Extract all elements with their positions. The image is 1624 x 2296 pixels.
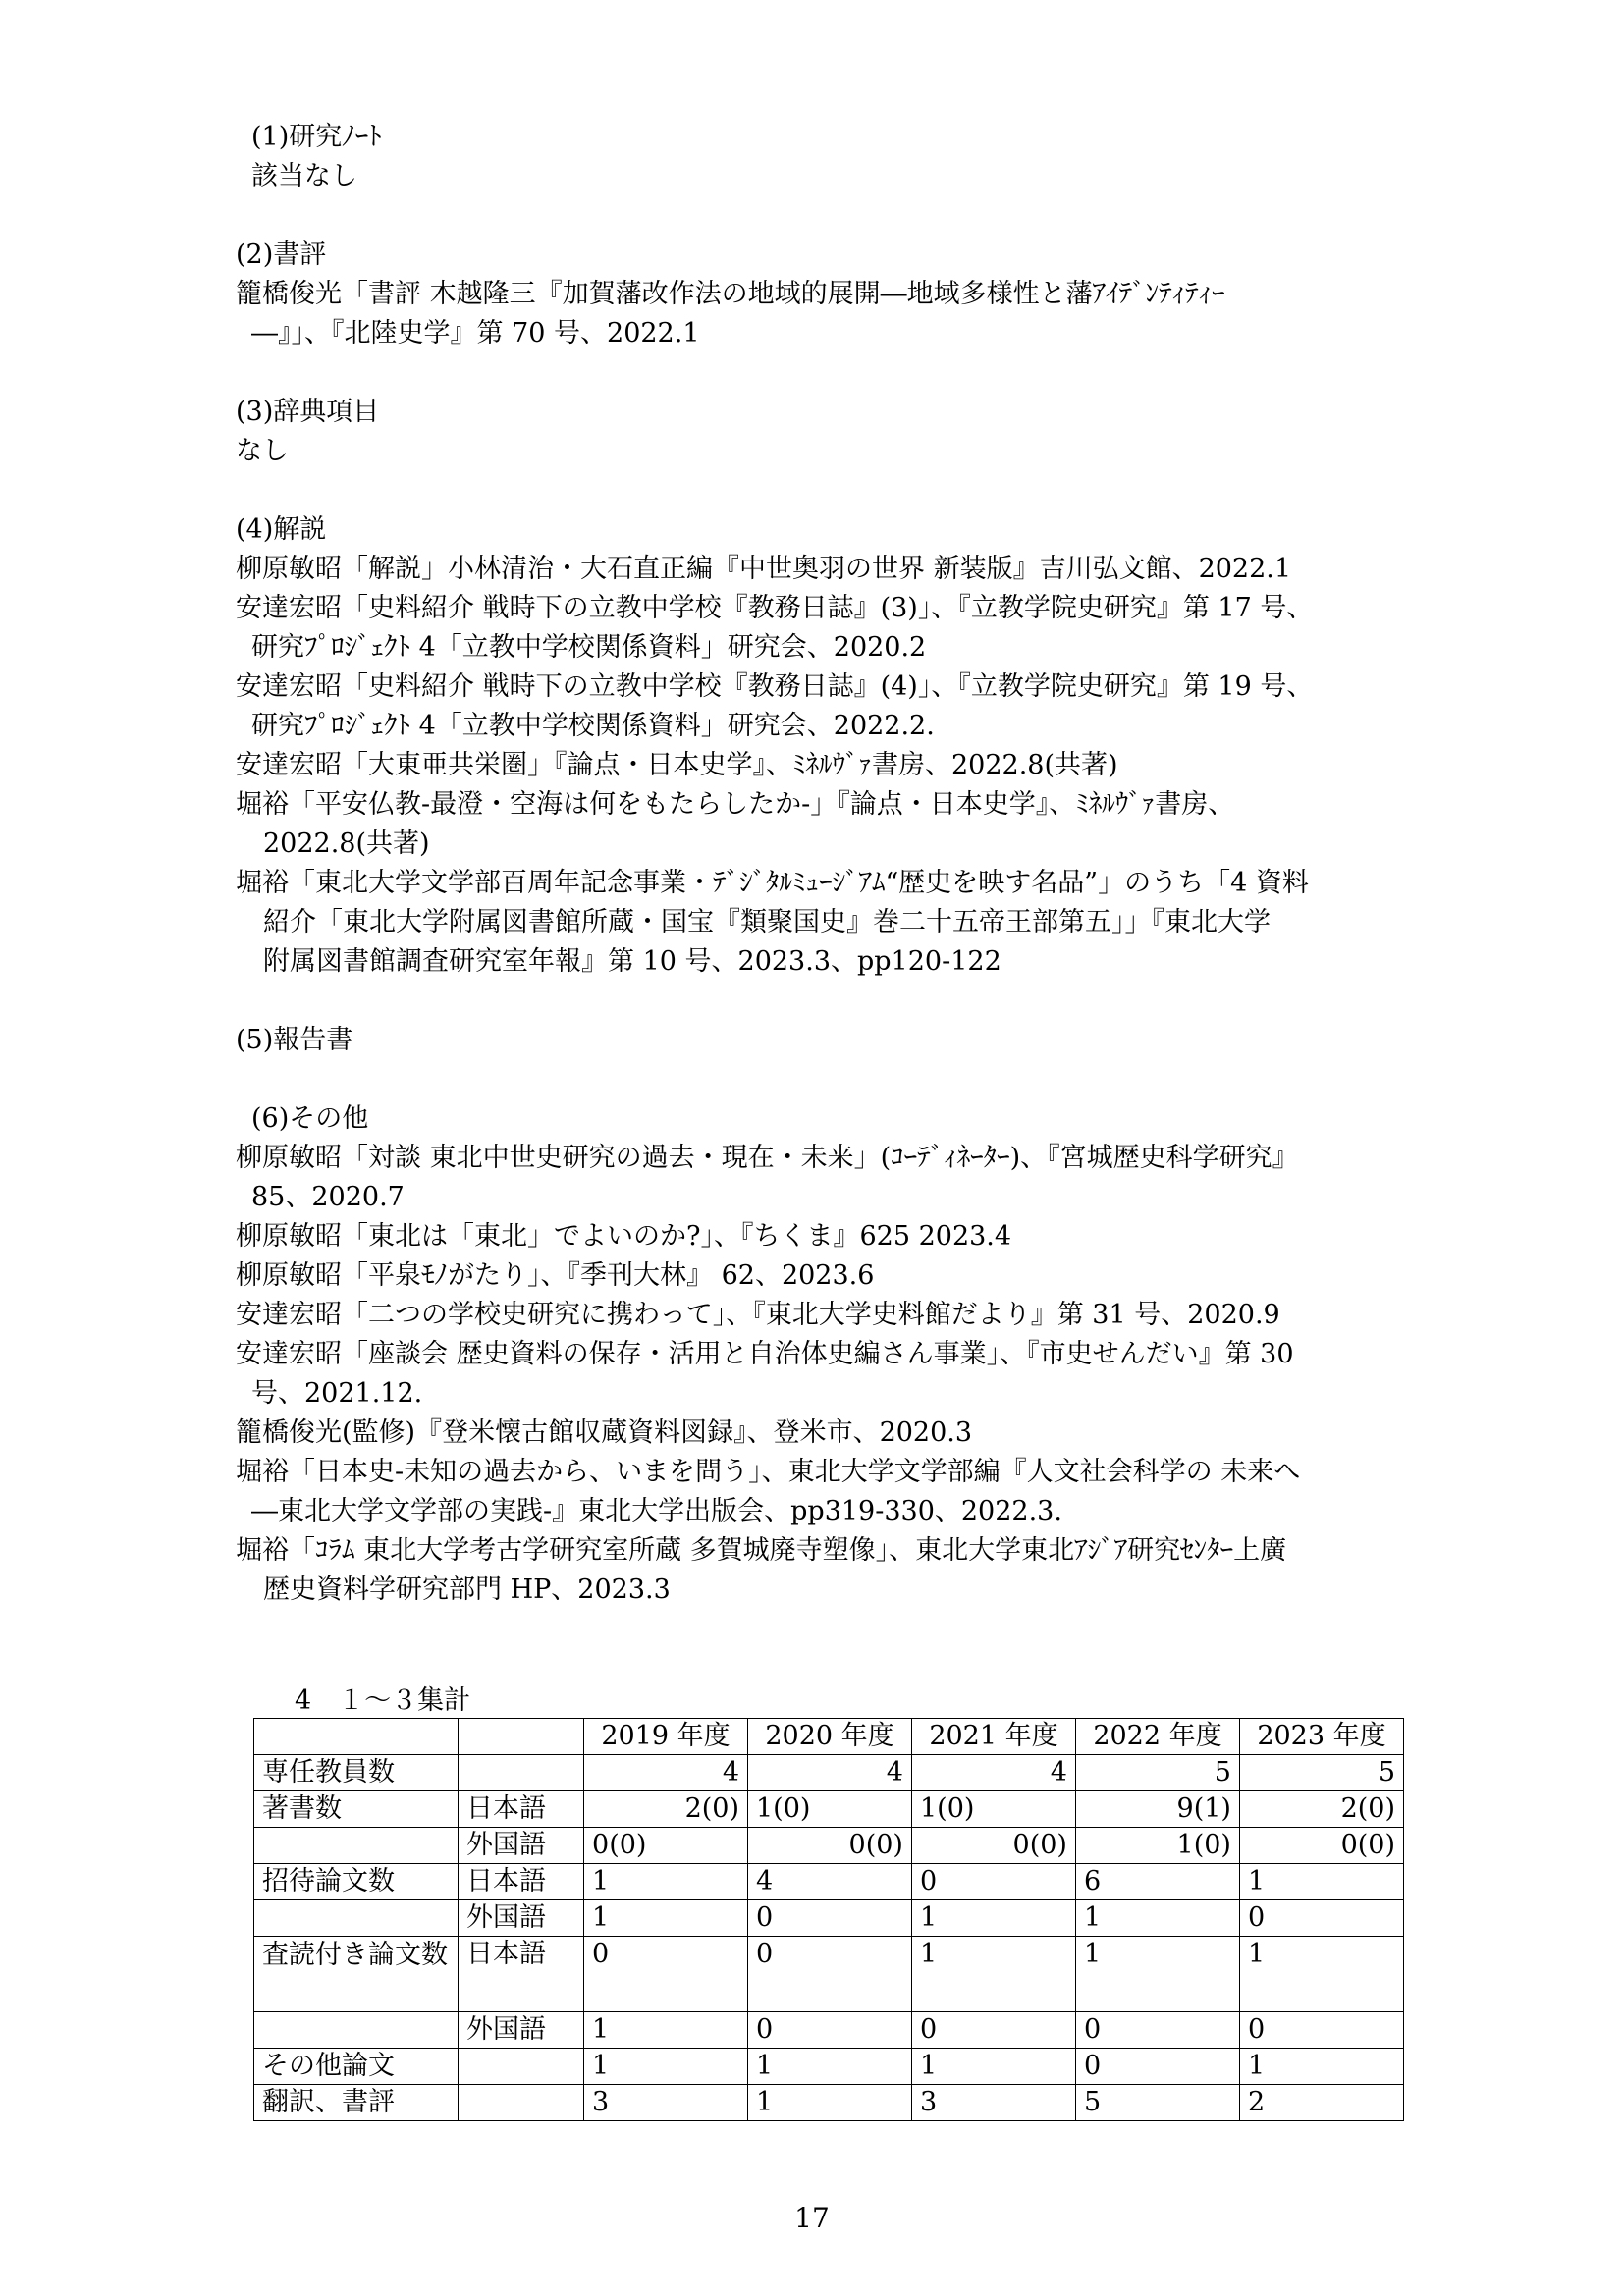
table-cell: 1(0) — [748, 1791, 912, 1828]
publication-list — [236, 118, 1404, 1610]
year-header: 2020 年度 — [748, 1719, 912, 1755]
list-item: 研究ﾌﾟﾛｼﾞｪｸﾄ 4「立教中学校関係資料」研究会、2020.2 — [251, 632, 927, 663]
table-cell: 9(1) — [1075, 1791, 1239, 1828]
list-item: 堀裕「日本史-未知の過去から、いまを問う」、東北大学文学部編『人文社会科学の 未来へ — [236, 1457, 1301, 1487]
table-cell: 4 — [911, 1755, 1075, 1791]
list-item: なし — [236, 436, 289, 466]
table-cell — [254, 2012, 459, 2049]
year-header: 2022 年度 — [1075, 1719, 1239, 1755]
list-item: 紹介「東北大学附属図書館所蔵・国宝『類聚国史』巻二十五帝王部第五」」『東北大学 — [263, 907, 1271, 937]
table-row — [254, 2049, 1404, 2085]
table-cell: 4 — [584, 1755, 748, 1791]
table-cell — [254, 1828, 459, 1864]
table-cell: 0(0) — [911, 1828, 1075, 1864]
table-cell — [458, 1719, 583, 1755]
table-cell: 0 — [748, 2012, 912, 2049]
list-item: 号、2021.12. — [251, 1378, 423, 1409]
section-heading: (3)辞典項目 — [236, 397, 380, 427]
list-item: 安達宏昭「二つの学校史研究に携わって」、『東北大学史料館だより』第 31 号、2020.9 — [236, 1300, 1280, 1330]
row-label: 招待論文数 — [254, 1864, 459, 1900]
table-cell: 0 — [584, 1937, 748, 2012]
table-cell: 1(0) — [1075, 1828, 1239, 1864]
list-item: 安達宏昭「史料紹介 戦時下の立教中学校『教務日誌』(4)」、『立教学院史研究』第 19 号、 — [236, 671, 1314, 702]
row-label: 査読付き論文数 — [254, 1937, 459, 2012]
row-label: 翻訳、書評 — [254, 2085, 459, 2121]
table-header-row — [254, 1719, 1404, 1755]
table-cell: 3 — [584, 2085, 748, 2121]
list-item: 安達宏昭「大東亜共栄圏」『論点・日本史学』、ﾐﾈﾙｳﾞｧ書房、2022.8(共著) — [236, 750, 1118, 780]
table-cell: 5 — [1239, 1755, 1403, 1791]
table-cell: 5 — [1075, 1755, 1239, 1791]
table-row — [254, 1828, 1404, 1864]
table-cell: 1 — [911, 2049, 1075, 2085]
list-item: 該当なし — [251, 161, 357, 191]
table-cell: 1 — [1075, 1937, 1239, 2012]
table-cell: 1(0) — [911, 1791, 1075, 1828]
section-heading: (2)書評 — [236, 240, 327, 270]
table-cell: 1 — [1075, 1900, 1239, 1937]
table-row — [254, 1937, 1404, 2012]
list-item: 堀裕「ｺﾗﾑ 東北大学考古学研究室所蔵 多賀城廃寺塑像」、東北大学東北ｱｼﾞｱ研究ｾﾝﾀｰ上廣 — [236, 1535, 1287, 1566]
table-cell — [254, 1719, 459, 1755]
table-cell: 1 — [911, 1900, 1075, 1937]
table-cell: 0(0) — [584, 1828, 748, 1864]
table-row — [254, 1864, 1404, 1900]
row-sublabel: 外国語 — [458, 1828, 583, 1864]
table-cell: 1 — [1239, 1864, 1403, 1900]
table-cell: 2 — [1239, 2085, 1403, 2121]
table-cell: 1 — [911, 1937, 1075, 2012]
year-header: 2019 年度 — [584, 1719, 748, 1755]
table-cell: 1 — [1239, 2049, 1403, 2085]
table-cell: 4 — [748, 1755, 912, 1791]
table-cell: 0 — [911, 1864, 1075, 1900]
table-cell: 0(0) — [748, 1828, 912, 1864]
table-cell: 1 — [584, 1900, 748, 1937]
table-cell: 0 — [911, 2012, 1075, 2049]
table-row — [254, 1791, 1404, 1828]
list-item: 籠橋俊光「書評 木越隆三『加賀藩改作法の地域的展開―地域多様性と藩ｱｲﾃﾞﾝﾃｨﾃｨｰ — [236, 279, 1225, 309]
table-row — [254, 1900, 1404, 1937]
summary-table — [253, 1718, 1404, 2121]
row-sublabel: 日本語 — [458, 1937, 583, 2012]
table-cell: 1 — [584, 2049, 748, 2085]
list-item: 柳原敏昭「解説」小林清治・大石直正編『中世奥羽の世界 新装版』吉川弘文館、2022.1 — [236, 554, 1292, 584]
table-cell: 2(0) — [1239, 1791, 1403, 1828]
table-title: 4 １～３集計 — [295, 1685, 471, 1716]
table-cell — [458, 1755, 583, 1791]
year-header: 2023 年度 — [1239, 1719, 1403, 1755]
table-cell: 6 — [1075, 1864, 1239, 1900]
table-cell — [254, 1900, 459, 1937]
page-number: 17 — [794, 2202, 830, 2234]
table-cell: 2(0) — [584, 1791, 748, 1828]
list-item: 堀裕「東北大学文学部百周年記念事業・ﾃﾞｼﾞﾀﾙﾐｭｰｼﾞｱﾑ“歴史を映す名品”」のうち「4 資料 — [236, 868, 1309, 898]
row-sublabel: 外国語 — [458, 1900, 583, 1937]
table-cell: 0(0) — [1239, 1828, 1403, 1864]
table-cell: 5 — [1075, 2085, 1239, 2121]
list-item: 2022.8(共著) — [263, 828, 430, 859]
section-heading: (4)解説 — [236, 514, 327, 545]
table-cell: 3 — [911, 2085, 1075, 2121]
table-cell: 0 — [1075, 2049, 1239, 2085]
list-item: 85、2020.7 — [251, 1182, 405, 1212]
section-heading: (6)その他 — [251, 1103, 369, 1134]
list-item: 柳原敏昭「対談 東北中世史研究の過去・現在・未来」(ｺｰﾃﾞｨﾈｰﾀｰ)、『宮城歴史科学研究』 — [236, 1143, 1299, 1173]
table-cell: 0 — [1075, 2012, 1239, 2049]
list-item: ―』」、『北陸史学』第 70 号、2022.1 — [251, 318, 700, 348]
table-cell: 0 — [748, 1900, 912, 1937]
row-label: 著書数 — [254, 1791, 459, 1828]
list-item: 歴史資料学研究部門 HP、2023.3 — [263, 1575, 671, 1605]
table-cell: 1 — [584, 1864, 748, 1900]
table-cell — [458, 2085, 583, 2121]
table-cell: 0 — [748, 1937, 912, 2012]
row-sublabel: 外国語 — [458, 2012, 583, 2049]
table-cell: 1 — [1239, 1937, 1403, 2012]
table-cell: 0 — [1239, 2012, 1403, 2049]
row-label: 専任教員数 — [254, 1755, 459, 1791]
section-heading: (5)報告書 — [236, 1025, 353, 1055]
table-cell: 1 — [584, 2012, 748, 2049]
list-item: 安達宏昭「史料紹介 戦時下の立教中学校『教務日誌』(3)」、『立教学院史研究』第 17 号、 — [236, 593, 1314, 623]
list-item: ―東北大学文学部の実践-』東北大学出版会、pp319-330、2022.3. — [251, 1496, 1062, 1526]
row-label: その他論文 — [254, 2049, 459, 2085]
row-sublabel: 日本語 — [458, 1864, 583, 1900]
table-cell: 1 — [748, 2085, 912, 2121]
list-item: 柳原敏昭「東北は「東北」でよいのか?」、『ちくま』625 2023.4 — [236, 1221, 1012, 1252]
table-row — [254, 2012, 1404, 2049]
list-item: 柳原敏昭「平泉ﾓﾉがたり」、『季刊大林』 62、2023.6 — [236, 1260, 875, 1291]
list-item: 堀裕「平安仏教-最澄・空海は何をもたらしたか-」『論点・日本史学』、ﾐﾈﾙｳﾞｧ書房、 — [236, 789, 1235, 820]
section-heading: (1)研究ﾉｰﾄ — [251, 122, 382, 152]
table-row — [254, 2085, 1404, 2121]
row-sublabel: 日本語 — [458, 1791, 583, 1828]
list-item: 籠橋俊光(監修)『登米懐古館収蔵資料図録』、登米市、2020.3 — [236, 1417, 973, 1448]
table-row — [254, 1755, 1404, 1791]
table-cell: 0 — [1239, 1900, 1403, 1937]
year-header: 2021 年度 — [911, 1719, 1075, 1755]
table-cell: 4 — [748, 1864, 912, 1900]
list-item: 附属図書館調査研究室年報』第 10 号、2023.3、pp120-122 — [263, 946, 1001, 977]
table-cell: 1 — [748, 2049, 912, 2085]
list-item: 研究ﾌﾟﾛｼﾞｪｸﾄ 4「立教中学校関係資料」研究会、2022.2. — [251, 711, 935, 741]
list-item: 安達宏昭「座談会 歴史資料の保存・活用と自治体史編さん事業」、『市史せんだい』第 30 — [236, 1339, 1294, 1369]
table-cell — [458, 2049, 583, 2085]
